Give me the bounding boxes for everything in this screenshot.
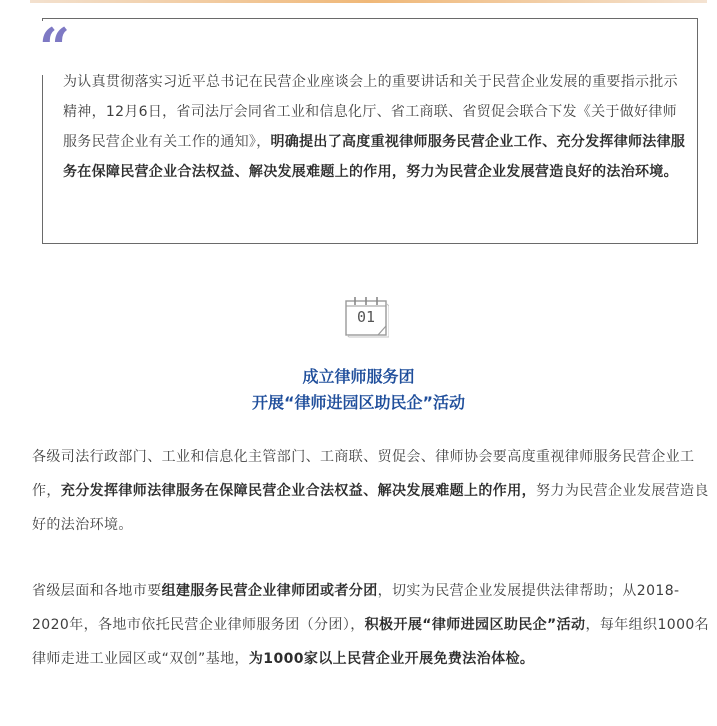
- quote-text-bold: 明确提出了高度重视律师服务民营企业工作、充分发挥律师法律服务在保障民营企业合法权益、解决发展难题上的作用，努力为民营企业发展营造良好的法治环境。: [63, 134, 686, 180]
- paragraph-1: [32, 440, 712, 542]
- quote-text: [63, 67, 687, 187]
- paragraph-2-bold-3: 为1000家以上民营企业开展免费法治体检。: [248, 651, 535, 667]
- paragraph-2-e: ，每年组织1000名律师走进工业园区或“双创”基地，: [32, 617, 710, 667]
- section-title-line2: 开展“律师进园区助民企”活动: [251, 393, 466, 412]
- quote-icon: “: [35, 21, 74, 75]
- quote-box: [39, 16, 698, 244]
- paragraph-1-bold: 充分发挥律师法律服务在保障民营企业合法权益、解决发展难题上的作用，: [60, 483, 537, 499]
- paragraph-2-c: ，切实为民营企业发展提供法律帮助；从2018-2020年，各地市依托民营企业律师服务团（分团），: [32, 583, 680, 633]
- paragraph-1-a: 各级司法行政部门、工业和信息化主管部门、工商联、贸促会、律师协会要高度重视律师服务民营企业工作，: [32, 449, 695, 499]
- top-divider: [30, 0, 707, 3]
- section-title-line1: 成立律师服务团: [302, 367, 415, 386]
- paragraph-2-bold-1: 组建服务民营企业律师团或者分团: [161, 583, 378, 599]
- section-number: 01: [356, 308, 376, 326]
- paragraph-2-a: 省级层面和各地市要: [32, 583, 162, 599]
- quote-text-plain: 为认真贯彻落实习近平总书记在民营企业座谈会上的重要讲话和关于民营企业发展的重要指示批示精神，12月6日，省司法厅会同省工业和信息化厅、省工商联、省贸促会联合下发《关于做好律师服务民营企业有关工作的通知》，: [63, 74, 678, 150]
- paragraph-2-bold-2: 积极开展“律师进园区助民企”活动: [364, 617, 586, 633]
- paragraph-2: [32, 574, 712, 676]
- paragraph-1-c: 努力为民营企业发展营造良好的法治环境。: [32, 483, 709, 533]
- calendar-icon: [345, 296, 389, 338]
